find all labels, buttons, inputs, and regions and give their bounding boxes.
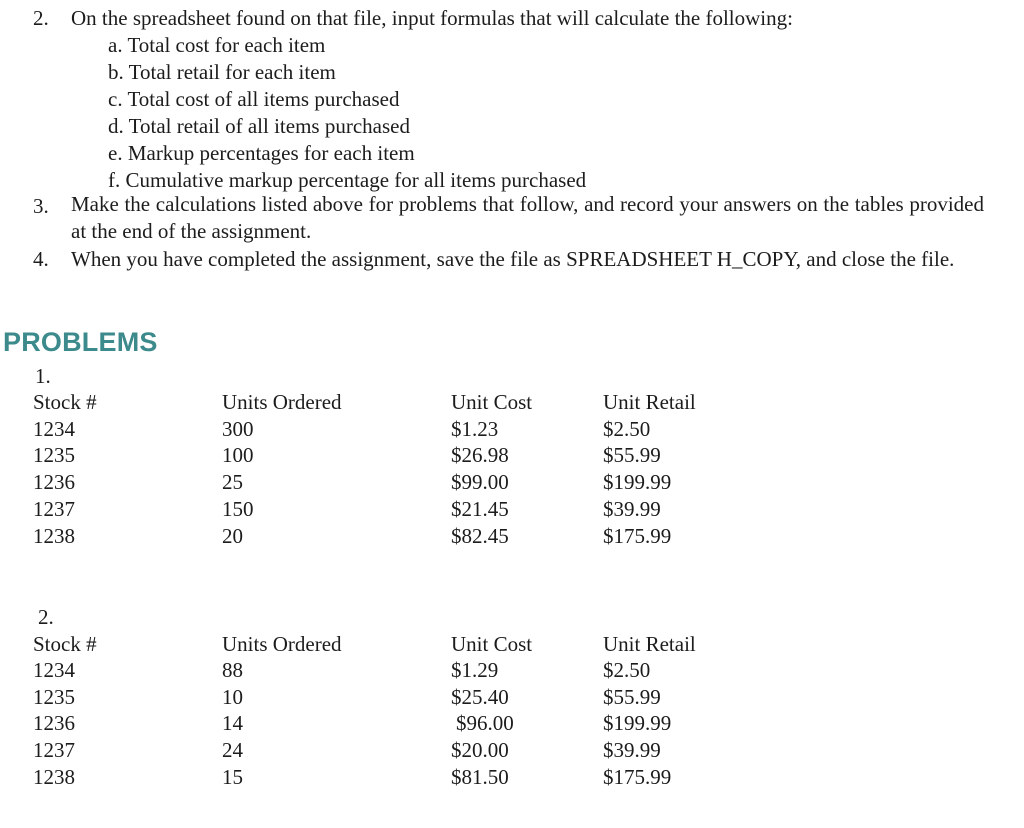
subitem-a: a. Total cost for each item xyxy=(108,33,326,57)
units-cell: 20 xyxy=(222,524,243,548)
unit-cost-cell: $21.45 xyxy=(451,497,509,521)
unit-cost-cell: $96.00 xyxy=(456,711,514,735)
unit-retail-cell: $39.99 xyxy=(603,738,661,762)
units-cell: 100 xyxy=(222,443,254,467)
unit-retail-cell: $2.50 xyxy=(603,658,651,682)
unit-cost-cell: $99.00 xyxy=(451,470,509,494)
unit-retail-cell: $55.99 xyxy=(603,443,661,467)
unit-retail-cell: $175.99 xyxy=(603,765,672,789)
column-header-stock: Stock # xyxy=(33,390,97,414)
unit-cost-cell: $81.50 xyxy=(451,765,509,789)
stock-cell: 1238 xyxy=(33,524,75,548)
item-4-number: 4. xyxy=(33,247,49,271)
unit-retail-cell: $55.99 xyxy=(603,685,661,709)
problems-heading: PROBLEMS xyxy=(3,327,158,357)
subitem-c: c. Total cost of all items purchased xyxy=(108,87,400,111)
stock-cell: 1237 xyxy=(33,497,75,521)
item-3-text: Make the calculations listed above for problems that follow, and record your answers on the tables provided at the end of the assignment. xyxy=(71,192,984,243)
unit-cost-cell: $1.29 xyxy=(451,658,499,682)
stock-cell: 1236 xyxy=(33,711,75,735)
units-cell: 15 xyxy=(222,765,243,789)
unit-cost-cell: $25.40 xyxy=(451,685,509,709)
units-cell: 150 xyxy=(222,497,254,521)
item-3-number: 3. xyxy=(33,194,49,218)
unit-cost-cell: $82.45 xyxy=(451,524,509,548)
units-cell: 300 xyxy=(222,417,254,441)
column-header-unit-cost: Unit Cost xyxy=(451,390,533,414)
unit-retail-cell: $199.99 xyxy=(603,470,672,494)
units-cell: 88 xyxy=(222,658,243,682)
column-header-units-ordered: Units Ordered xyxy=(222,390,342,414)
item-2-number: 2. xyxy=(33,6,49,30)
units-cell: 10 xyxy=(222,685,243,709)
units-cell: 24 xyxy=(222,738,243,762)
stock-cell: 1238 xyxy=(33,765,75,789)
stock-cell: 1235 xyxy=(33,685,75,709)
stock-cell: 1234 xyxy=(33,658,75,682)
subitem-e: e. Markup percentages for each item xyxy=(108,141,415,165)
units-cell: 14 xyxy=(222,711,243,735)
column-header-units-ordered: Units Ordered xyxy=(222,632,342,656)
column-header-unit-retail: Unit Retail xyxy=(603,390,696,414)
unit-cost-cell: $20.00 xyxy=(451,738,509,762)
stock-cell: 1237 xyxy=(33,738,75,762)
subitem-d: d. Total retail of all items purchased xyxy=(108,114,410,138)
unit-cost-cell: $1.23 xyxy=(451,417,499,441)
item-4-text: When you have completed the assignment, save the file as SPREADSHEET H_COPY, and close the file. xyxy=(71,247,955,271)
item-2-text: On the spreadsheet found on that file, input formulas that will calculate the following: xyxy=(71,6,793,30)
problem-label: 1. xyxy=(35,364,51,388)
unit-retail-cell: $175.99 xyxy=(603,524,672,548)
stock-cell: 1234 xyxy=(33,417,75,441)
column-header-unit-retail: Unit Retail xyxy=(603,632,696,656)
problem-label: 2. xyxy=(38,605,54,629)
unit-cost-cell: $26.98 xyxy=(451,443,509,467)
unit-retail-cell: $2.50 xyxy=(603,417,651,441)
stock-cell: 1235 xyxy=(33,443,75,467)
unit-retail-cell: $39.99 xyxy=(603,497,661,521)
unit-retail-cell: $199.99 xyxy=(603,711,672,735)
subitem-f: f. Cumulative markup percentage for all items purchased xyxy=(108,168,587,192)
column-header-unit-cost: Unit Cost xyxy=(451,632,533,656)
units-cell: 25 xyxy=(222,470,243,494)
column-header-stock: Stock # xyxy=(33,632,97,656)
stock-cell: 1236 xyxy=(33,470,75,494)
subitem-b: b. Total retail for each item xyxy=(108,60,336,84)
